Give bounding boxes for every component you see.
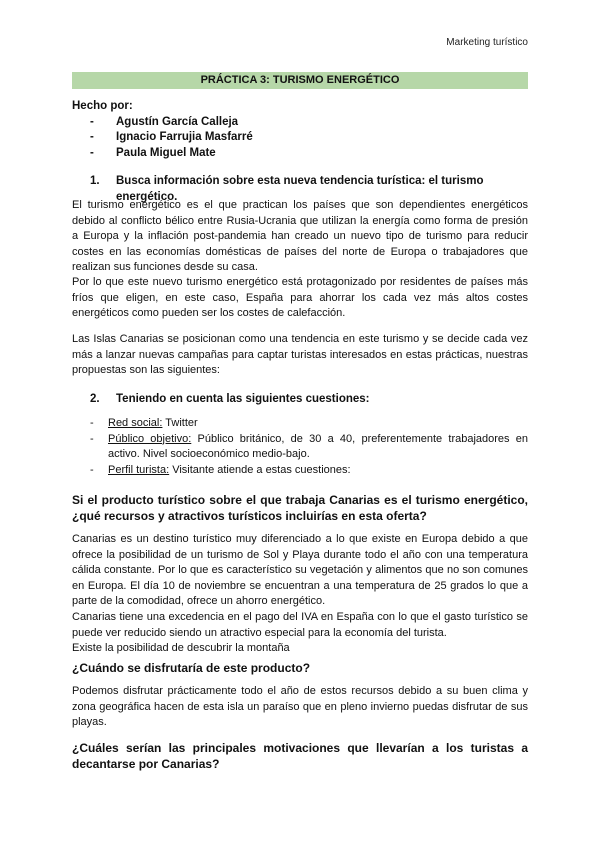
item-label: Perfil turista: bbox=[108, 463, 170, 476]
list-item bbox=[90, 432, 528, 463]
answer-paragraph bbox=[72, 532, 528, 657]
list-item bbox=[90, 416, 528, 432]
item-text: Visitante atiende a estas cuestiones: bbox=[169, 463, 351, 476]
item-label: Público objetivo: bbox=[108, 432, 192, 445]
section-number: 2. bbox=[90, 393, 100, 405]
bullet-dash: - bbox=[90, 115, 94, 128]
question-heading: Si el producto turístico sobre el que trabaja Canarias es el turismo energético, ¿qué recursos y atractivos turísticos incluirías en esta oferta? bbox=[72, 493, 528, 523]
item-text: Público británico, de 30 a 40, preferentemente trabajadores en activo. Nivel socioeconómico medio-bajo. bbox=[108, 432, 528, 461]
question-heading: ¿Cuáles serían las principales motivaciones que llevarían a los turistas a decantarse por Canarias? bbox=[72, 741, 528, 771]
bullet-dash: - bbox=[90, 146, 94, 159]
authors-label: Hecho por: bbox=[72, 100, 133, 112]
bullet-dash: - bbox=[90, 131, 94, 144]
answer-text: Canarias es un destino turístico muy diferenciado a lo que existe en Europa debido a que ofrece la posibilidad de un turismo de Sol y Playa durante todo el año con una temperatura cálida constante. Por lo que es característico su vegetación y alimentos que no son comunes en Europa. El día 10 de noviembre se encuentran a una temperatura de 25 grados lo que a parte de la comodidad, ofrece un ahorro energético. bbox=[72, 533, 528, 608]
author-item bbox=[90, 146, 546, 162]
section-heading-text: Busca información sobre esta nueva tendencia turística: el turismo energético. bbox=[116, 175, 484, 203]
answer-paragraph: Podemos disfrutar prácticamente todo el año de estos recursos debido a su buen clima y zona geográfica hacen de esta isla un paraíso que en pleno invierno puedas disfrutar de sus playas. bbox=[72, 685, 528, 729]
bullet-dash: - bbox=[90, 463, 94, 476]
authors-block bbox=[72, 99, 528, 161]
document-title: PRÁCTICA 3: TURISMO ENERGÉTICO bbox=[72, 72, 528, 89]
item-label: Red social: bbox=[108, 417, 163, 429]
section1-paragraph: El turismo energético es el que practican los países que son dependientes energéticos debido al conflicto bélico entre Rusia-Ucrania que utilizan la energía como forma de presión a Europa y la inflación post-pandemia han creado un nuevo tipo de turismo para reducir costes en las economías domésticas de países del norte de Europa o trabajadores que realizan sus funciones desde su casa. bbox=[72, 199, 528, 274]
author-name: Paula Miguel Mate bbox=[116, 146, 216, 159]
bullet-dash: - bbox=[90, 432, 94, 445]
author-name: Agustín García Calleja bbox=[116, 115, 239, 128]
section1-paragraph: Las Islas Canarias se posicionan como una tendencia en este turismo y se decide cada vez más a lanzar nuevas campañas para captar turistas interesados en estas prácticas, nuestras propuestas son las siguientes: bbox=[72, 333, 528, 377]
author-name: Ignacio Farrujia Masfarré bbox=[116, 131, 253, 144]
bullet-dash: - bbox=[90, 417, 94, 429]
list-item bbox=[90, 463, 528, 479]
author-item bbox=[90, 115, 546, 131]
question-heading: ¿Cuándo se disfrutaría de este producto? bbox=[72, 661, 311, 675]
item-text: Twitter bbox=[162, 417, 198, 429]
answer-text: Existe la posibilidad de descubrir la montaña bbox=[72, 642, 290, 655]
section2-heading bbox=[90, 392, 546, 408]
section1-paragraph: Por lo que este nuevo turismo energético está protagonizado por residentes de países más fríos que eligen, en este caso, España para ahorrar los cada vez más altos costes energéticos como pueden ser los costes de calefacción. bbox=[72, 276, 528, 320]
author-item bbox=[90, 130, 546, 146]
page-header: Marketing turístico bbox=[446, 37, 528, 48]
section-number: 1. bbox=[90, 175, 100, 187]
section2-list bbox=[90, 416, 528, 478]
answer-text: Canarias tiene una excedencia en el pago del IVA en España con lo que el gasto turístico se puede ver reducido siendo un atractivo especial para la economía del turista. bbox=[72, 610, 528, 639]
section-heading-text: Teniendo en cuenta las siguientes cuestiones: bbox=[116, 393, 370, 405]
